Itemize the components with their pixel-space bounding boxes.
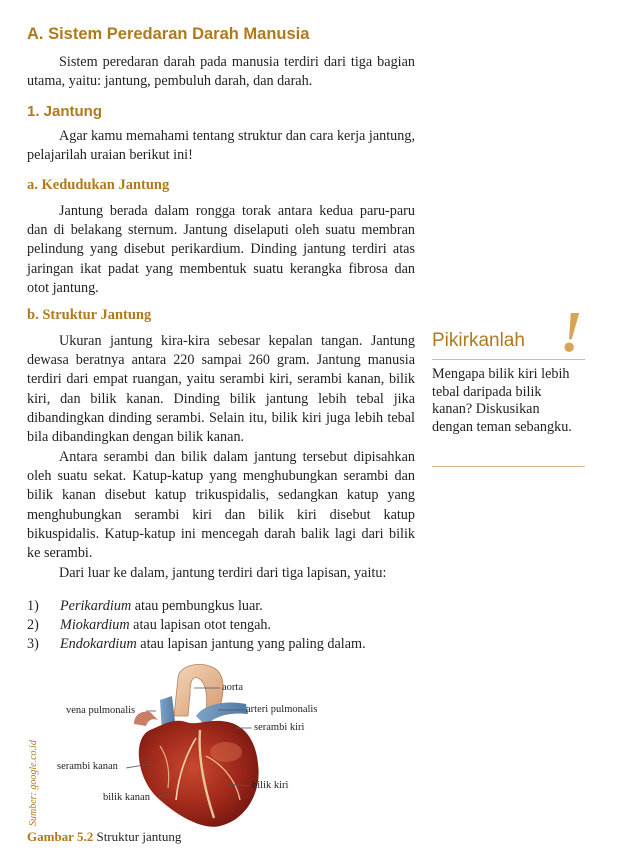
heart-highlight	[210, 742, 242, 762]
sidebar-pikirkanlah	[432, 299, 587, 470]
exclamation-icon: !	[560, 299, 583, 364]
figure-source	[28, 740, 39, 826]
figure-caption-number: Gambar 5.2	[27, 829, 94, 844]
layer-list	[27, 597, 417, 657]
figure-caption	[27, 829, 181, 845]
list-item	[27, 635, 417, 654]
label-aorta: aorta	[222, 682, 243, 693]
label-bilik-kiri: bilik kiri	[252, 780, 289, 791]
subsection-heading-a: a. Kedudukan Jantung	[27, 177, 170, 193]
label-arteri-pulmonalis: arteri pulmonalis	[246, 704, 318, 715]
list-item	[27, 616, 417, 635]
sidebar-text: Mengapa bilik kiri lebih tebal daripada bilik kanan? Diskusikan dengan teman sebangku.	[432, 366, 572, 435]
subsection-heading-b: b. Struktur Jantung	[27, 307, 152, 323]
label-bilik-kanan: bilik kanan	[103, 792, 150, 803]
sidebar-top-rule	[432, 359, 585, 360]
label-serambi-kiri: serambi kiri	[254, 722, 305, 733]
label-vena-pulmonalis: vena pulmonalis	[66, 705, 136, 716]
figure-source-prefix: Sumber:	[28, 792, 39, 826]
sidebar-bottom-rule	[432, 466, 585, 467]
list-item-rest: atau lapisan jantung yang paling dalam.	[136, 636, 366, 652]
figure-source-site: google.co.id	[28, 740, 39, 793]
list-item-text	[60, 635, 366, 654]
subsection-b-para1: Ukuran jantung kira-kira sebesar kepalan tangan. Jantung dewasa beratnya antara 220 sampai 260 gram. Jantung manusia terdiri dari empat ruangan, yaitu serambi kiri, serambi kanan, bilik kiri, dan bilik kanan. Dinding bilik jantung lebih tebal jika dibandingkan dinding serambi. Selain itu, bilik kiri juga lebih tebal bila dibandingkan dengan bilik kanan.	[27, 333, 415, 446]
list-item-number: 3)	[27, 636, 39, 652]
list-item-rest: atau pembungkus luar.	[131, 598, 263, 614]
heart-illustration	[0, 660, 360, 830]
left-vessel	[134, 712, 158, 726]
list-item-number: 2)	[27, 617, 39, 633]
list-item	[27, 597, 417, 616]
list-item-number: 1)	[27, 598, 39, 614]
section-heading-1: 1. Jantung	[27, 103, 103, 120]
subsection-b-para3: Dari luar ke dalam, jantung terdiri dari tiga lapisan, yaitu:	[59, 565, 387, 581]
section-heading-a: A. Sistem Peredaran Darah Manusia	[27, 25, 310, 43]
list-item-term: Endokardium	[60, 636, 137, 652]
list-item-term: Perikardium	[60, 598, 132, 614]
subsection-a-text: Jantung berada dalam rongga torak antara kedua paru-paru dan di belakang sternum. Jantung diselaputi oleh suatu membran pelindung yang disebut perikardium. Dinding jantung terdiri atas jaringan ikat padat yang membentuk suatu kerangka fibrosa dan otot jantung.	[27, 203, 415, 296]
list-item-rest: atau lapisan otot tengah.	[129, 617, 272, 633]
section-a-intro: Sistem peredaran darah pada manusia terdiri dari tiga bagian utama, yaitu: jantung, pembuluh darah, dan darah.	[27, 54, 415, 90]
sidebar-title: Pikirkanlah	[432, 330, 525, 351]
label-serambi-kanan: serambi kanan	[57, 761, 118, 772]
list-item-term: Miokardium	[60, 617, 130, 633]
list-item-text	[60, 616, 271, 635]
list-item-text	[60, 597, 263, 616]
figure-caption-text: Struktur jantung	[93, 829, 182, 844]
subsection-b-para2: Antara serambi dan bilik dalam jantung tersebut dipisahkan oleh suatu sekat. Katup-katup yang menghubungkan serambi dan bilik kanan disebut katup trikuspidalis, sedangkan katup yang menghubungkan serambi kiri dan bilik kiri disebut katup bikuspidalis. Katup-katup ini mencegah darah balik lagi dari bilik ke serambi.	[27, 449, 415, 562]
section-1-intro: Agar kamu memahami tentang struktur dan cara kerja jantung, pelajarilah uraian berikut ini!	[27, 128, 415, 164]
